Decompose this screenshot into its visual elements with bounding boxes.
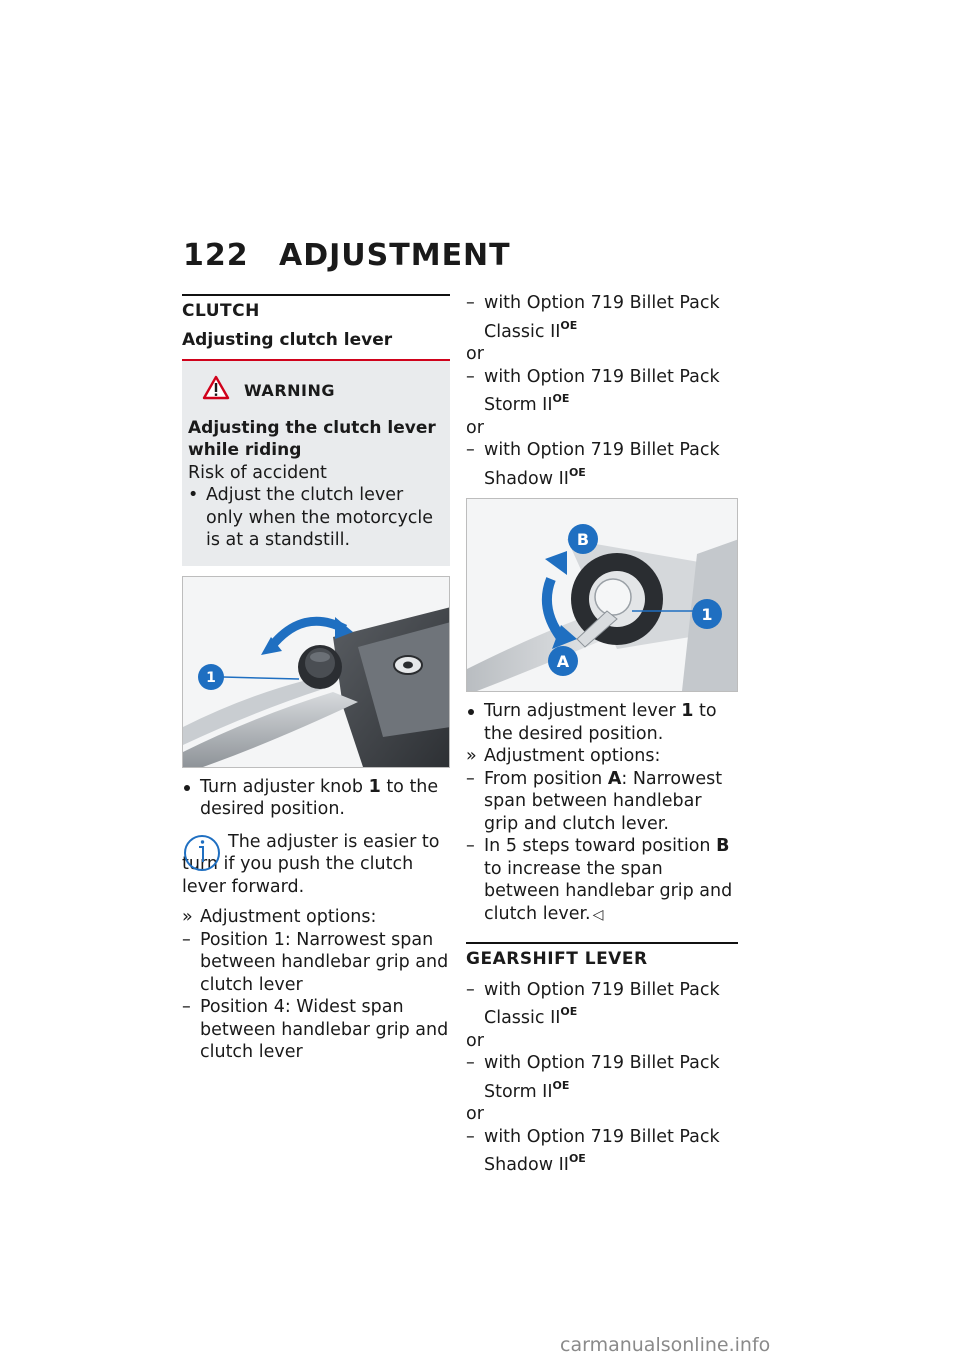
right-column [466, 292, 738, 1177]
info-icon [182, 833, 222, 880]
warning-triangle-icon [202, 375, 230, 407]
option-position-b: – In 5 steps toward position B to increase the span between handlebar grip and clutch lever. ◁ [466, 835, 738, 926]
prereq-storm: – with Option 719 Billet Pack Storm $II^{OE}$ [466, 366, 720, 415]
watermark: carmanualsonline.info [560, 1334, 771, 1356]
figure2-callout-b: B [576, 530, 590, 549]
note-text: The adjuster is easier to turn if you push the clutch lever forward. [182, 831, 440, 897]
options-label-right: » Adjustment options: [466, 746, 661, 766]
or-label: or [466, 417, 484, 438]
option-position-1: – Position 1: Narrowest span between handlebar grip and clutch lever [182, 929, 449, 995]
or-label: or [466, 1030, 484, 1051]
section-title-gearshift: GEARSHIFT LEVER [466, 949, 648, 969]
clutch-lever-illustration [183, 577, 450, 767]
warning-title: Adjusting the clutch lever while riding [188, 417, 436, 460]
prereq2-classic: – with Option 719 Billet Pack Classic $II^{OE}$ [466, 979, 720, 1028]
left-column [182, 294, 450, 1064]
warning-box [182, 361, 450, 566]
figure2-callout-a: A [556, 652, 570, 671]
or-label: or [466, 344, 484, 364]
or-label: or [466, 1104, 484, 1124]
prereq-classic: – with Option 719 Billet Pack Classic $II^{OE}$ [466, 293, 720, 342]
section-rule [182, 294, 450, 296]
step-turn-adjuster: Turn adjuster knob 1 to the desired position. [200, 776, 439, 819]
dash-marker: – [182, 997, 191, 1017]
option-position-a: – From position A: Narrowest span between handlebar grip and clutch lever. [466, 768, 723, 834]
page-header [183, 238, 511, 273]
warning-label: WARNING [244, 380, 335, 400]
figure2-callout-1: 1 [701, 605, 713, 624]
end-of-section-mark: ◁ [592, 906, 604, 923]
prereq2-storm: – with Option 719 Billet Pack Storm $II^{OE}$ [466, 1053, 720, 1102]
result-marker: » [466, 746, 477, 766]
subsection-title: Adjusting clutch lever [182, 329, 450, 362]
page-number: 122 [183, 238, 249, 273]
result-marker: » [182, 907, 193, 927]
warning-instruction: • Adjust the clutch lever only when the motorcycle is at a standstill. [188, 485, 434, 550]
dash-marker: – [182, 929, 191, 950]
bullet-marker: • [188, 485, 199, 505]
warning-risk: Risk of accident [188, 462, 327, 483]
info-note [182, 831, 450, 899]
options-label: » Adjustment options: [182, 907, 377, 927]
figure-clutch-adjuster [182, 576, 450, 768]
prereq-shadow: – with Option 719 Billet Pack Shadow $II^{OE}$ [466, 440, 720, 489]
option-position-4: – Position 4: Widest span between handlebar grip and clutch lever [182, 997, 449, 1062]
billet-lever-illustration [467, 499, 738, 691]
prereq2-shadow: – with Option 719 Billet Pack Shadow $II^{OE}$ [466, 1126, 720, 1175]
step-turn-adjustment-lever: Turn adjustment lever 1 to the desired position. [484, 701, 717, 744]
section-rule [466, 942, 738, 944]
figure1-callout-1: 1 [206, 669, 216, 686]
chapter-title: ADJUSTMENT [279, 238, 511, 273]
section-title-clutch: CLUTCH [182, 301, 260, 321]
warning-header [188, 375, 444, 407]
figure-billet-lever [466, 498, 738, 692]
